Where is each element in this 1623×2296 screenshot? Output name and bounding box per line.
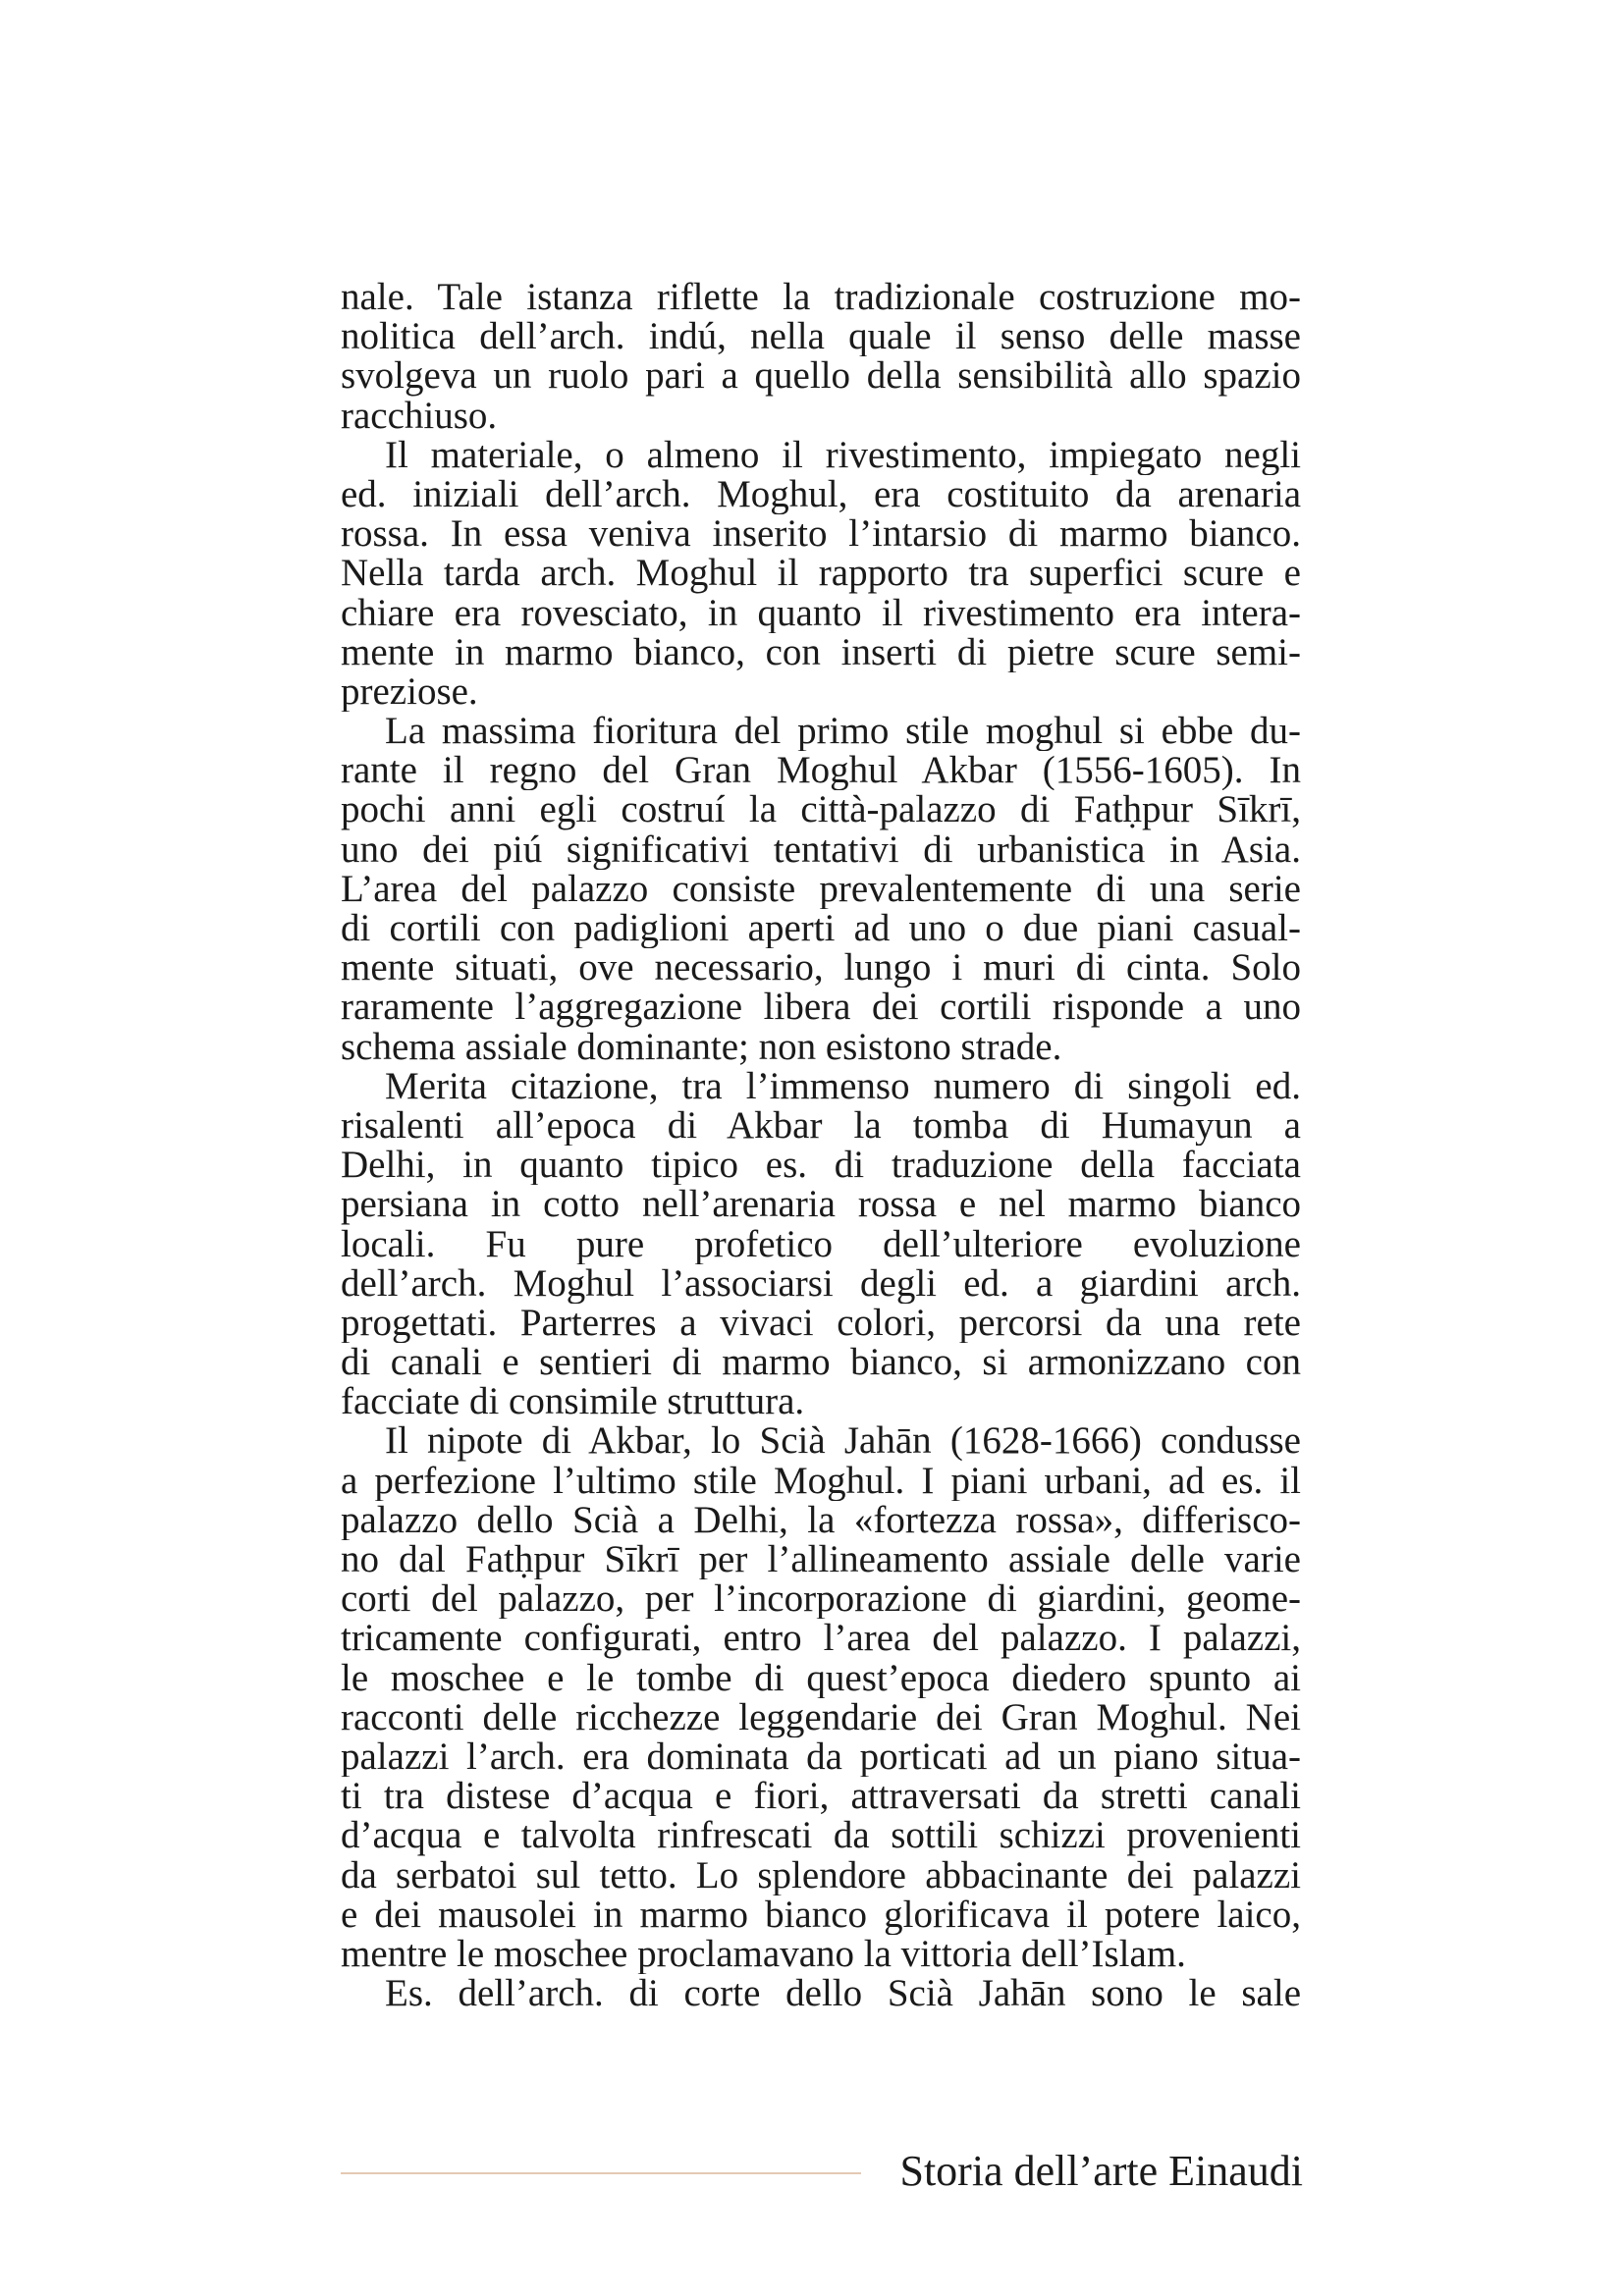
text-line: L’area del palazzo consiste prevalentemente di una serie	[341, 869, 1301, 909]
text-line: ed. iniziali dell’arch. Moghul, era costituito da arenaria	[341, 474, 1301, 515]
footer-rule	[341, 2172, 861, 2174]
text-line: mente in marmo bianco, con inserti di pietre scure semi-	[341, 632, 1301, 672]
text-line: di canali e sentieri di marmo bianco, si armonizzano con	[341, 1343, 1301, 1383]
text-line: mentre le moschee proclamavano la vittoria dell’Islam.	[341, 1934, 1186, 1975]
text-line: Merita citazione, tra l’immenso numero di singoli ed.	[385, 1066, 1301, 1106]
text-line: rante il regno del Gran Moghul Akbar (1556-1605). In	[341, 751, 1301, 791]
text-line: racchiuso.	[341, 396, 498, 436]
text-line: uno dei piú significativi tentativi di urbanistica in Asia.	[341, 829, 1301, 870]
text-line: racconti delle ricchezze leggendarie dei Gran Moghul. Nei	[341, 1697, 1301, 1737]
text-line: palazzo dello Scià a Delhi, la «fortezza rossa», differisco-	[341, 1500, 1301, 1540]
page-body	[341, 278, 1301, 2013]
text-line: Delhi, in quanto tipico es. di traduzione della facciata	[341, 1146, 1301, 1186]
text-line: a perfezione l’ultimo stile Moghul. I piani urbani, ad es. il	[341, 1461, 1301, 1501]
footer-title: Storia dell’arte Einaudi	[899, 2147, 1303, 2195]
text-line: mente situati, ove necessario, lungo i muri di cinta. Solo	[341, 948, 1301, 988]
text-line: e dei mausolei in marmo bianco glorificava il potere laico,	[341, 1895, 1301, 1935]
text-line: corti del palazzo, per l’incorporazione di giardini, geome-	[341, 1579, 1301, 1620]
text-line: pochi anni egli costruí la città-palazzo di Fatḥpur Sīkrī,	[341, 790, 1301, 830]
text-line: schema assiale dominante; non esistono strade.	[341, 1027, 1062, 1067]
text-line: Nella tarda arch. Moghul il rapporto tra superfici scure e	[341, 554, 1301, 594]
text-line: Il nipote di Akbar, lo Scià Jahān (1628-1666) condusse	[385, 1421, 1301, 1462]
text-line: le moschee e le tombe di quest’epoca diedero spunto ai	[341, 1658, 1301, 1698]
text-line: nale. Tale istanza riflette la tradizionale costruzione mo-	[341, 278, 1301, 318]
text-line: tricamente configurati, entro l’area del palazzo. I palazzi,	[341, 1619, 1301, 1659]
text-line: svolgeva un ruolo pari a quello della sensibilità allo spazio	[341, 356, 1301, 397]
paragraph-1	[341, 278, 1301, 436]
text-line: chiare era rovesciato, in quanto il rivestimento era intera-	[341, 593, 1301, 633]
text-line: no dal Fatḥpur Sīkrī per l’allineamento assiale delle varie	[341, 1540, 1301, 1580]
text-line: nolitica dell’arch. indú, nella quale il senso delle masse	[341, 317, 1301, 357]
text-line: d’acqua e talvolta rinfrescati da sottili schizzi provenienti	[341, 1816, 1301, 1856]
paragraph-5	[341, 1421, 1301, 1974]
text-line: persiana in cotto nell’arenaria rossa e nel marmo bianco	[341, 1185, 1301, 1225]
paragraph-4	[341, 1067, 1301, 1422]
text-line: preziose.	[341, 671, 478, 713]
text-line: risalenti all’epoca di Akbar la tomba di Humayun a	[341, 1105, 1301, 1147]
text-line: facciate di consimile struttura.	[341, 1382, 805, 1422]
text-line: rossa. In essa veniva inserito l’intarsio di marmo bianco.	[341, 514, 1301, 555]
text-line: locali. Fu pure profetico dell’ulteriore evoluzione	[341, 1224, 1301, 1264]
text-line: raramente l’aggregazione libera dei cortili risponde a uno	[341, 988, 1301, 1028]
text-line: dell’arch. Moghul l’associarsi degli ed. a giardini arch.	[341, 1263, 1301, 1304]
paragraph-3	[341, 712, 1301, 1067]
text-line: Es. dell’arch. di corte dello Scià Jahān sono le sale	[385, 1974, 1301, 2014]
text-line: Il materiale, o almeno il rivestimento, impiegato negli	[385, 435, 1301, 475]
text-line: palazzi l’arch. era dominata da porticati ad un piano situa-	[341, 1736, 1301, 1778]
text-line: ti tra distese d’acqua e fiori, attraversati da stretti canali	[341, 1777, 1301, 1817]
text-line: La massima fioritura del primo stile moghul si ebbe du-	[385, 712, 1301, 752]
paragraph-2	[341, 436, 1301, 712]
text-line: di cortili con padiglioni aperti ad uno o due piani casual-	[341, 909, 1301, 949]
text-line: da serbatoi sul tetto. Lo splendore abbacinante dei palazzi	[341, 1855, 1301, 1896]
paragraph-6	[341, 1974, 1301, 2013]
text-line: progettati. Parterres a vivaci colori, percorsi da una rete	[341, 1303, 1301, 1344]
